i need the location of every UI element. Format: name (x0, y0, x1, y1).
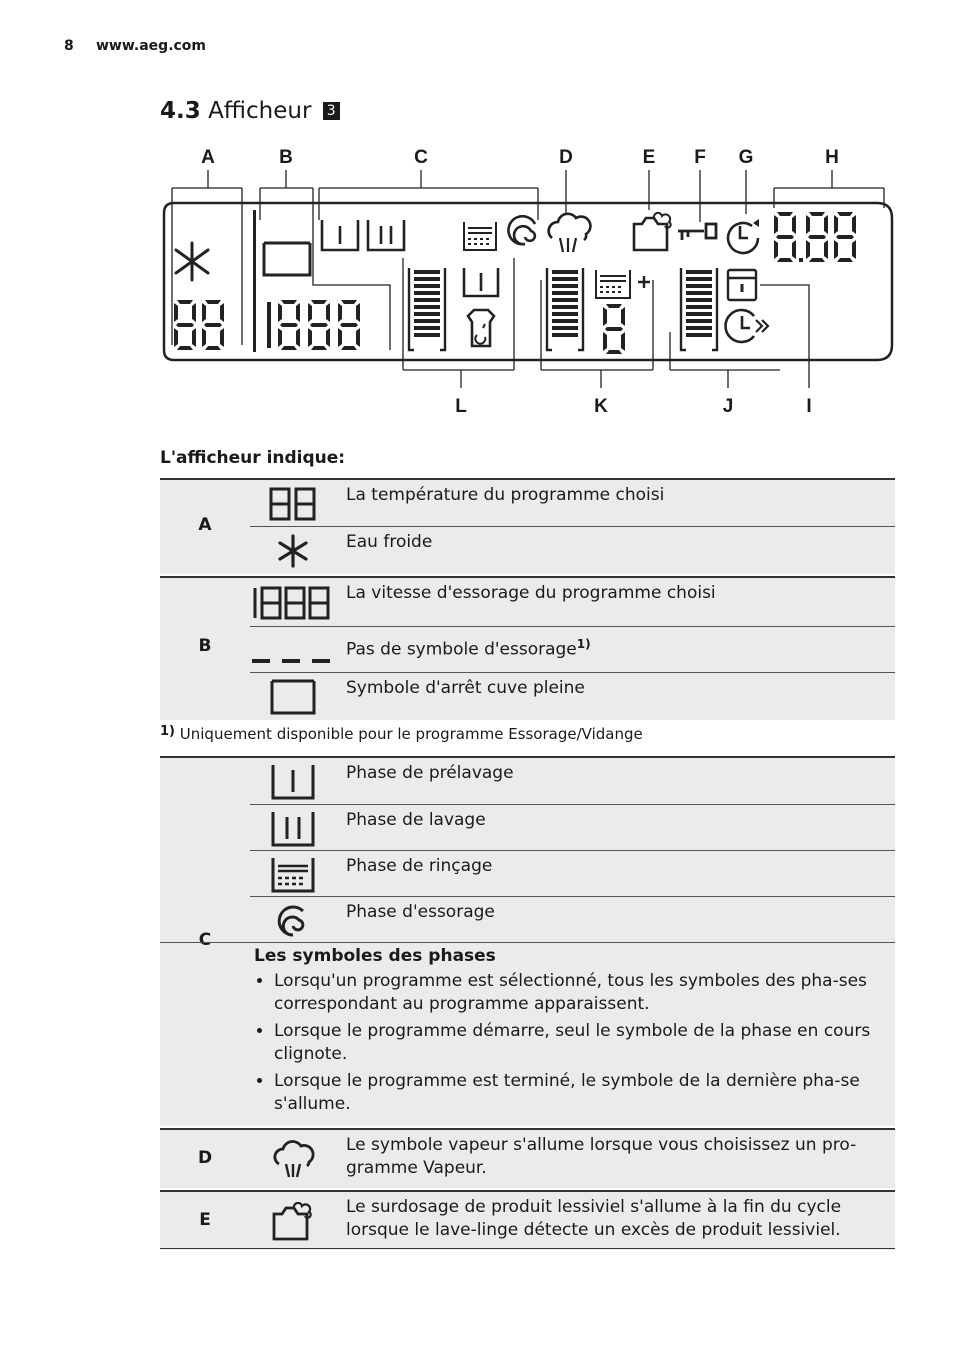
letter-g: G (738, 147, 754, 168)
table-row (250, 480, 895, 526)
diagram-door-lock (678, 224, 716, 240)
table-intro: L'afficheur indique: (160, 448, 346, 468)
table-row (250, 850, 895, 897)
diagram-bargraph-l (409, 268, 445, 350)
row-text: Le surdosage de produit lessiviel s'allume à la fin du cycle lorsque le lave-linge détecte un excès de produit lessiviel. (346, 1197, 842, 1240)
letter-l: L (455, 396, 467, 417)
phase-notes (254, 945, 883, 1120)
diagram-time-clock (728, 219, 759, 253)
table-row (250, 672, 895, 719)
letter-h: H (825, 147, 839, 168)
display-diagram (150, 140, 900, 420)
diagram-bargraph-k (547, 268, 583, 350)
row-text: Le symbole vapeur s'allume lorsque vous choisissez un pro-gramme Vapeur. (346, 1135, 857, 1178)
group-letter: D (197, 1148, 213, 1168)
diagram-bottom-letters (455, 396, 811, 417)
diagram-steam-cloud (549, 214, 591, 252)
group-letter: B (198, 636, 212, 656)
row-text: Phase de rinçage (346, 856, 493, 876)
row-text: Eau froide (346, 532, 433, 552)
diagram-child-lock (728, 270, 756, 300)
diagram-rinse-count-digit (603, 304, 625, 354)
group-letter: E (199, 1210, 211, 1230)
diagram-extra-rinse (596, 270, 650, 298)
phase-notes-list (254, 970, 883, 1116)
spin-spiral-icon (250, 899, 336, 943)
footnote-mark: 1) (160, 724, 175, 739)
letter-a: A (201, 147, 215, 168)
list-item: • Lorsque le programme démarre, seul le symbole de la phase en cours clignote. (274, 1020, 883, 1066)
diagram-top-letters (201, 147, 839, 168)
footnote (160, 724, 643, 743)
table-row (250, 626, 895, 673)
prewash-icon (250, 760, 336, 804)
table-row (250, 1192, 895, 1250)
table-row (250, 804, 895, 851)
letter-b: B (279, 147, 293, 168)
list-item: • Lorsque le programme est terminé, le symbole de la dernière pha-se s'allume. (274, 1070, 883, 1116)
letter-d: D (559, 147, 573, 168)
time-display-value: 8.88 (150, 140, 153, 141)
row-text: Phase d'essorage (346, 902, 495, 922)
table-row (250, 526, 895, 573)
row-text: Symbole d'arrêt cuve pleine (346, 678, 585, 698)
diagram-phase-symbols (322, 216, 535, 250)
rinse-icon (250, 853, 336, 897)
two-digit-temperature-icon (250, 484, 336, 524)
table-row (250, 1130, 895, 1188)
group-e (160, 1190, 895, 1250)
dash-no-spin-icon (250, 631, 336, 671)
rinse-hold-icon (250, 675, 336, 719)
row-text (346, 633, 885, 662)
phase-notes-title: Les symboles des phases (254, 946, 496, 966)
table-row (250, 758, 895, 804)
letter-f: F (694, 147, 706, 168)
section-number: 4.3 (160, 98, 201, 124)
row-text: La température du programme choisi (346, 485, 665, 505)
row-text-main: Pas de symbole d'essorage (346, 639, 577, 660)
header-url: www.aeg.com (96, 38, 207, 54)
diagram-bargraph-j (681, 268, 717, 350)
row-text: Phase de lavage (346, 810, 486, 830)
figure-ref-badge: 3 (323, 102, 340, 120)
diagram-spin-digits (267, 300, 360, 350)
row-text: La vitesse d'essorage du programme choisi (346, 583, 716, 603)
diagram-shirt-icons (464, 268, 498, 346)
group-c (160, 756, 895, 1126)
section-title-text: Afficheur (208, 98, 312, 124)
letter-k: K (594, 396, 608, 417)
footnote-text: Uniquement disponible pour le programme Essorage/Vidange (179, 725, 643, 743)
diagram-temp-digits (174, 300, 224, 350)
table-row (250, 896, 895, 943)
display-separator (253, 210, 256, 352)
detergent-overdose-icon (250, 1198, 336, 1246)
group-a (160, 478, 895, 574)
snowflake-cold-water-icon (250, 531, 336, 571)
group-d (160, 1128, 895, 1188)
letter-i: I (806, 396, 812, 417)
wash-icon (250, 807, 336, 851)
table-end-rule (160, 1248, 895, 1249)
diagram-rinse-hold (264, 243, 310, 275)
footnote-ref: 1) (576, 637, 591, 651)
four-digit-spin-icon (250, 582, 336, 624)
group-b (160, 576, 895, 720)
group-letter: A (198, 515, 212, 535)
letter-j: J (722, 396, 734, 417)
phase-notes-row (160, 942, 895, 1127)
steam-cloud-icon (250, 1136, 336, 1184)
row-text: Phase de prélavage (346, 763, 514, 783)
diagram-snowflake (176, 243, 208, 280)
letter-c: C (414, 147, 428, 168)
table-row (250, 578, 895, 626)
diagram-detergent (634, 213, 671, 250)
diagram-delay-start (726, 310, 768, 342)
group-letter: C (198, 930, 212, 950)
letter-e: E (642, 147, 656, 168)
list-item: • Lorsqu'un programme est sélectionné, tous les symboles des pha-ses correspondant au programme apparaissent. (274, 970, 883, 1016)
section-title (160, 98, 340, 124)
page-number: 8 (64, 38, 74, 54)
